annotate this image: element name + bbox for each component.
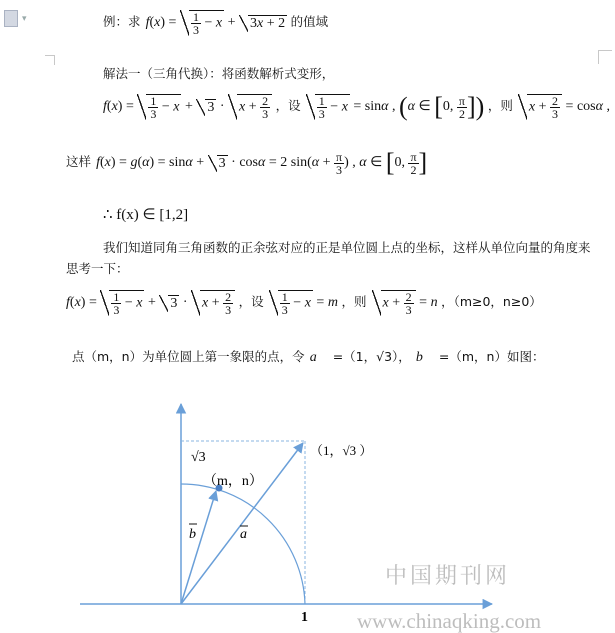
point-sentence-b: =（1，√3）， [332, 349, 411, 364]
label-point-mn: （m，n） [203, 474, 263, 489]
let-text: ，设 [275, 98, 301, 114]
vector-a-arrow [181, 443, 303, 604]
example-label: 例：求 [103, 14, 141, 30]
watermark-url: www.chinaqking.com [357, 609, 542, 633]
sin-sub: $\frac{1}{3}$ − x = sinα , (α ∈ [0, $\frac{\pi}{2}$ ]) [306, 99, 488, 114]
then-text-2: ，则 [341, 294, 367, 310]
vector-a-symbol: a⃗ [309, 350, 328, 365]
cos-sub: x + $\frac{2}{3}$ = cosα , [518, 99, 610, 114]
conclusion: ∴ f(x) ∈ [1,2] [103, 207, 189, 223]
vector-b-arrow [181, 491, 216, 604]
label-vector-a: a [240, 527, 247, 542]
m-sub: $\frac{1}{3}$ − x = m [269, 295, 342, 310]
chevron-down-icon[interactable]: ▾ [22, 14, 27, 24]
method-title: 解法一（三角代换）：将函数解析式变形， [103, 66, 335, 81]
point-sentence-c: =（m，n）如图： [438, 349, 545, 364]
label-sqrt3: √3 [191, 450, 206, 465]
mn-condition: ，（m≥0，n≥0） [441, 294, 542, 310]
paragraph-line-1: 我们知道同角三角函数的正余弦对应的正是单位圆上点的坐标，这样从单位向量的角度来 [103, 240, 591, 255]
example-suffix: 的值域 [290, 14, 329, 30]
paragraph-line-2: 思考一下： [66, 261, 129, 276]
n-sub: x + $\frac{2}{3}$ = n [372, 295, 442, 310]
g-alpha-formula: f(x) = g(α) = sinα + 3 · cosα = 2 sin(α + $\frac{\pi}{3}$ ) , α ∈ [0, $\frac{\pi}{2}$ ] [96, 148, 428, 177]
so-text: 这样 [66, 154, 92, 170]
fx-rewrite: f(x) = $\frac{1}{3}$ − x + 3 · x + $\frac{2}{3}$ [103, 99, 276, 114]
vector-b-symbol: b⃗ [415, 350, 434, 365]
label-vector-b: b [189, 527, 196, 542]
example-formula: f(x) = $\frac{1}{3}$ − x + 3x + 2 [145, 10, 286, 37]
watermark-cn: 中国期刊网 [385, 563, 511, 588]
label-point-a: （1，√3 ） [310, 443, 373, 458]
then-text: ，则 [487, 98, 513, 114]
fx-rewrite-mn: f(x) = $\frac{1}{3}$ − x + 3 · x + $\frac{2}{3}$ [66, 295, 239, 310]
label-one: 1 [301, 610, 308, 625]
point-sentence-a: 点（m，n）为单位圆上第一象限的点，令 [72, 349, 305, 364]
let-text-2: ，设 [238, 294, 264, 310]
